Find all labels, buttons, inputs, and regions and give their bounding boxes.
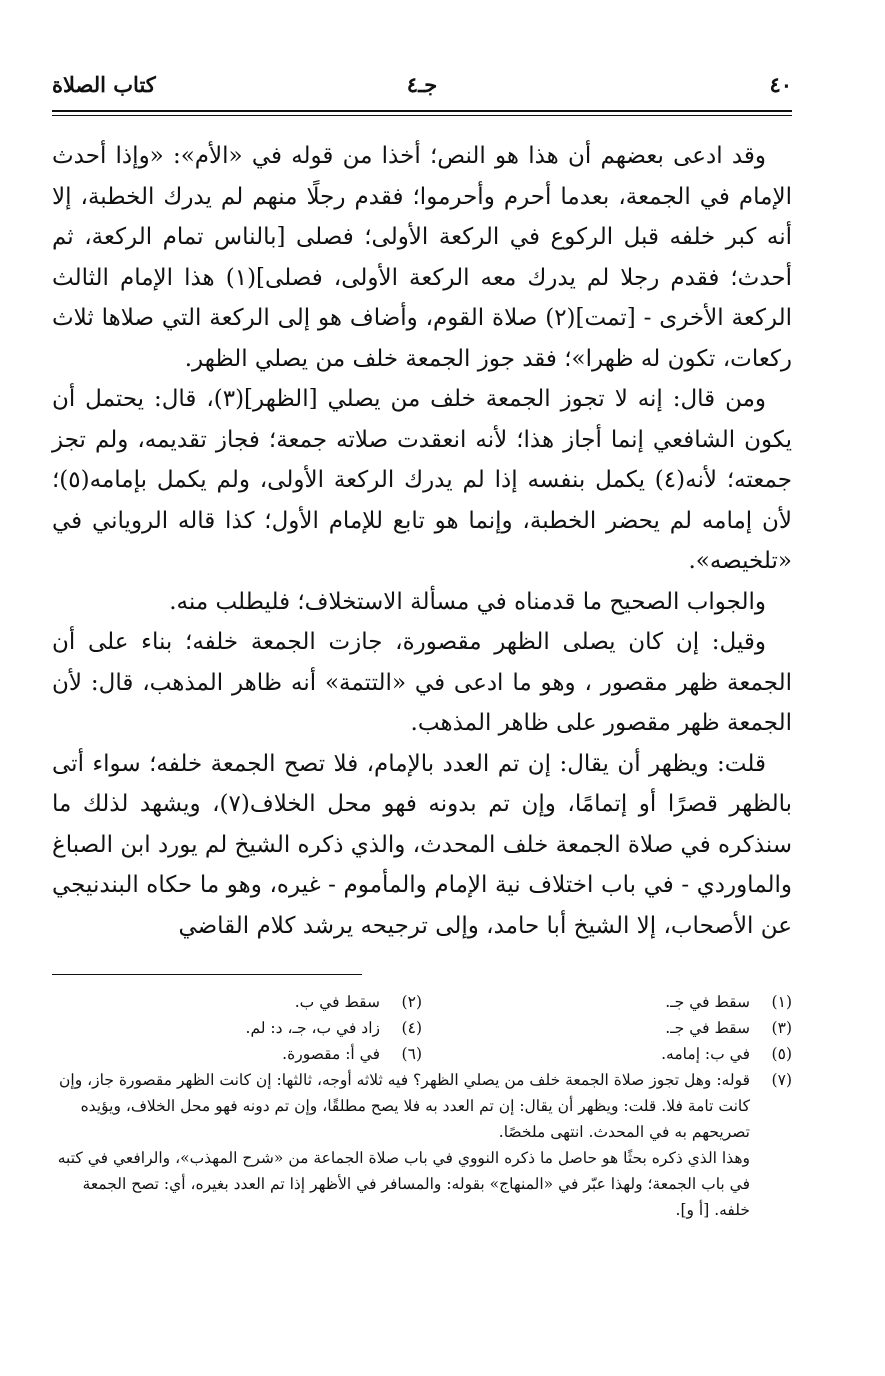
footnote-number: (٧) [771, 1071, 792, 1089]
footnote [422, 989, 792, 1015]
main-text [52, 136, 792, 946]
footnote [52, 989, 422, 1015]
paragraph: ومن قال: إنه لا تجوز الجمعة خلف من يصلي [الظهر](٣)، قال: يحتمل أن يكون الشافعي إنما أجاز هذا؛ لأنه انعقدت صلاته جمعة؛ فجاز تقديمه، ولم تجز جمعته؛ لأنه(٤) يكمل بنفسه إذا لم يدرك الركعة الأولى، ولم يكمل بإمامه(٥)؛ لأن إمامه لم يحضر الخطبة، وإنما هو تابع للإمام الأول؛ كذا قاله الروياني في «تلخيصه». [52, 386, 793, 574]
page-number: ٤٠ [769, 72, 792, 97]
footnote [422, 1015, 792, 1041]
footnote [52, 1041, 422, 1067]
footnote-number: (٥) [771, 1045, 792, 1063]
footnotes [52, 989, 792, 1223]
footnote-text: في أ: مقصورة. [282, 1045, 380, 1063]
paragraph: وقد ادعى بعضهم أن هذا هو النص؛ أخذا من قوله في «الأم»: «وإذا أحدث الإمام في الجمعة، بعدما أحرم وأحرموا؛ فقدم رجلًا منهم لم يدرك الخطبة، إلا أنه كبر خلفه قبل الركوع في الركعة الأولى؛ فصلى [بالناس تمام الركعة، ثم أحدث؛ فقدم رجلا لم يدرك معه الركعة الأولى، فصلى](١) هذا الإمام الثالث الركعة الأخرى - [تمت](٢) صلاة القوم، وأضاف هو إلى الركعة التي صلاها ثلاث ركعات، تكون له ظهرا»؛ فقد جوز الجمعة خلف من يصلي الظهر. [52, 143, 793, 372]
paragraph: وقيل: إن كان يصلى الظهر مقصورة، جازت الجمعة خلفه؛ بناء على أن الجمعة ظهر مقصور ، وهو ما ادعى في «التتمة» أنه ظاهر المذهب، قال: لأن الجمعة ظهر مقصور على ظاهر المذهب. [52, 629, 792, 736]
footnote-number: (٦) [401, 1045, 422, 1063]
footnote-number: (٤) [401, 1019, 422, 1037]
footnote [52, 1015, 422, 1041]
page-header [52, 70, 792, 106]
footnote-text: سقط في ب. [294, 993, 380, 1011]
footnote-long-text [52, 1067, 750, 1223]
footnote-text: سقط في جـ. [665, 993, 750, 1011]
paragraph: قلت: ويظهر أن يقال: إن تم العدد بالإمام، فلا تصح الجمعة خلفه؛ سواء أتى بالظهر قصرًا أو إتمامًا، وإن تم بدونه فهو محل الخلاف(٧)، ويشهد لذلك ما سنذكره في صلاة الجمعة خلف المحدث، والذي ذكره الشيخ لم يورد ابن الصباغ والماوردي - في باب اختلاف نية الإمام والمأموم - غيره، وهو ما حكاه البندنيجي عن الأصحاب، إلا الشيخ أبا حامد، وإلى ترجيحه يرشد كلام القاضي [52, 750, 792, 939]
footnote-paragraph: قوله: وهل تجوز صلاة الجمعة خلف من يصلي الظهر؟ فيه ثلاثه أوجه، ثالثها: إن كانت الظهر مقصورة جاز، وإن كانت تامة فلا. قلت: ويظهر أن يقال: إن تم العدد به فلا يصح مطلقًا، وإن تم دونه فهو محل الخلاف، ويؤيده تصريحهم به في المحدث. انتهى ملخصًا. [59, 1071, 750, 1141]
footnote-separator [52, 974, 362, 975]
footnote-number: (٣) [771, 1019, 792, 1037]
volume-label: جـ٤ [406, 72, 438, 97]
footnote-paragraph: وهذا الذي ذكره بحثًا هو حاصل ما ذكره النووي في باب صلاة الجماعة من «شرح المهذب»، والرافعي في كتبه في باب الجمعة؛ ولهذا عبّر في «المنهاج» بقوله: والمسافر في الأظهر إذا تم العدد بغيره، أي: تصح الجمعة خلفه. [أ و]. [57, 1149, 750, 1219]
book-title: كتاب الصلاة [52, 72, 156, 97]
footnote-text: في ب: إمامه. [661, 1045, 750, 1063]
footnote-row [52, 1015, 792, 1041]
footnote [422, 1041, 792, 1067]
footnote-number: (١) [771, 993, 792, 1011]
header-rule-thin [52, 115, 792, 116]
header-rule-thick [52, 110, 792, 112]
footnote-row [52, 1041, 792, 1067]
footnote-number: (٢) [401, 993, 422, 1011]
footnote-long [52, 1067, 792, 1223]
footnote-row [52, 989, 792, 1015]
footnote-text: سقط في جـ. [665, 1019, 750, 1037]
footnote-text: زاد في ب، جـ، د: لم. [245, 1019, 380, 1037]
paragraph: والجواب الصحيح ما قدمناه في مسألة الاستخلاف؛ فليطلب منه. [169, 588, 766, 615]
book-page [52, 70, 792, 1223]
